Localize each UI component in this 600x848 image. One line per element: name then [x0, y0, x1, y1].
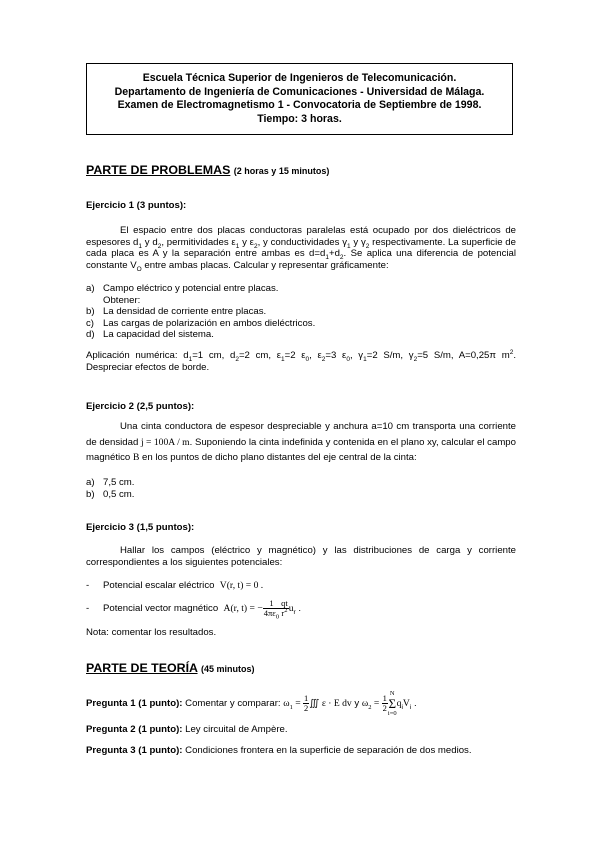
list-item: b) 0,5 cm. [86, 488, 135, 500]
exercise-1-list [86, 283, 516, 341]
exercise-2-title: Ejercicio 2 (2,5 puntos): [86, 401, 195, 412]
list-item: b) La densidad de corriente entre placas. [86, 306, 267, 318]
header-line-time: Tiempo: 3 horas. [257, 112, 342, 125]
header-line-department: Departamento de Ingeniería de Comunicaciones - Universidad de Málaga. [114, 85, 485, 98]
potential-vector: - Potencial vector magnético A(r, t) = − $\frac{1}{4\pi\varepsilon_0}$ $\frac{qt}{r^2}$ $u_r$ . [86, 597, 302, 621]
exercise-3-statement: Hallar los campos (eléctrico y magnético) y las distribuciones de carga y corriente correspondientes a los siguientes potenciales: [86, 545, 516, 568]
current-density-expr: j = 100A / m [140, 436, 190, 448]
exam-header [86, 63, 513, 135]
list-item: c) Las cargas de polarización en ambos dieléctricos. [86, 317, 316, 329]
question-1: Pregunta 1 (1 punto): Comentar y comparar: $\omega_1$ = $\frac{1}{2}$ ∭ ε · E dv y $\omega_2$ = $\frac{1}{2}$ N Σ $i=0q_iV_i$ . [86, 690, 417, 717]
magnetic-field-symbol: B [132, 452, 140, 463]
exercise-3-note: Nota: comentar los resultados. [86, 627, 217, 638]
list-item: a) 7,5 cm. [86, 477, 135, 488]
header-line-exam: Examen de Electromagnetismo 1 - Convocatoria de Septiembre de 1998. [117, 99, 482, 112]
exercise-3-title: Ejercicio 3 (1,5 puntos): [86, 522, 195, 533]
question-3: Pregunta 3 (1 punto): Condiciones frontera en la superficie de separación de dos medios. [86, 745, 472, 756]
list-item: d) La capacidad del sistema. [86, 329, 214, 341]
problems-heading: PARTE DE PROBLEMAS (2 horas y 15 minutos) [86, 163, 330, 177]
potential-scalar: - Potencial escalar eléctrico V(r, t) = 0 . [86, 580, 264, 591]
exercise-1-numeric: Aplicación numérica: $d_1=1$ cm, $d_2=2$ cm, $\varepsilon_1=2$ $\varepsilon_0$, $\varepsilon_2=3$ $\varepsilon_0$, $\gamma_1=2$ S/m, $\gamma_2=5$ S/m, A=0,25π $m^2$. Despreciar efectos de borde. [86, 348, 516, 373]
question-2: Pregunta 2 (1 punto): Ley circuital de Ampère. [86, 724, 288, 735]
list-item: Obtener: [103, 294, 141, 306]
exercise-2-statement: Una cinta conductora de espesor despreciable y anchura a=10 cm transporta una corriente de densidad j = 100A / m. Suponiendo la cinta indefinida y contenida en el plano xy, calcular el campo magnético B en los puntos de dicho plano distantes del eje central de la cinta: [86, 421, 516, 463]
exercise-1-statement: El espacio entre dos placas conductoras paralelas está ocupado por dos dieléctricos de espesores $d_1$ y $d_2$, permitividades $\varepsilon_1$ y $\varepsilon_2$, y conductividades $\gamma_1$ y $\gamma_2$ respectivamente. La superficie de cada placa es A y la separación entre ambas es $d=d_1+d_2$. Se aplica una diferencia de potencial constante $V_O$ entre ambas placas. Calcular y representar gráficamente: [86, 225, 517, 273]
header-line-school: Escuela Técnica Superior de Ingenieros de Telecomunicación. [142, 72, 457, 84]
exercise-2-list [86, 477, 516, 500]
theory-heading: PARTE DE TEORÍA (45 minutos) [86, 661, 255, 675]
exercise-1-title: Ejercicio 1 (3 puntos): [86, 200, 187, 211]
list-item: a) Campo eléctrico y potencial entre placas. [86, 283, 279, 294]
